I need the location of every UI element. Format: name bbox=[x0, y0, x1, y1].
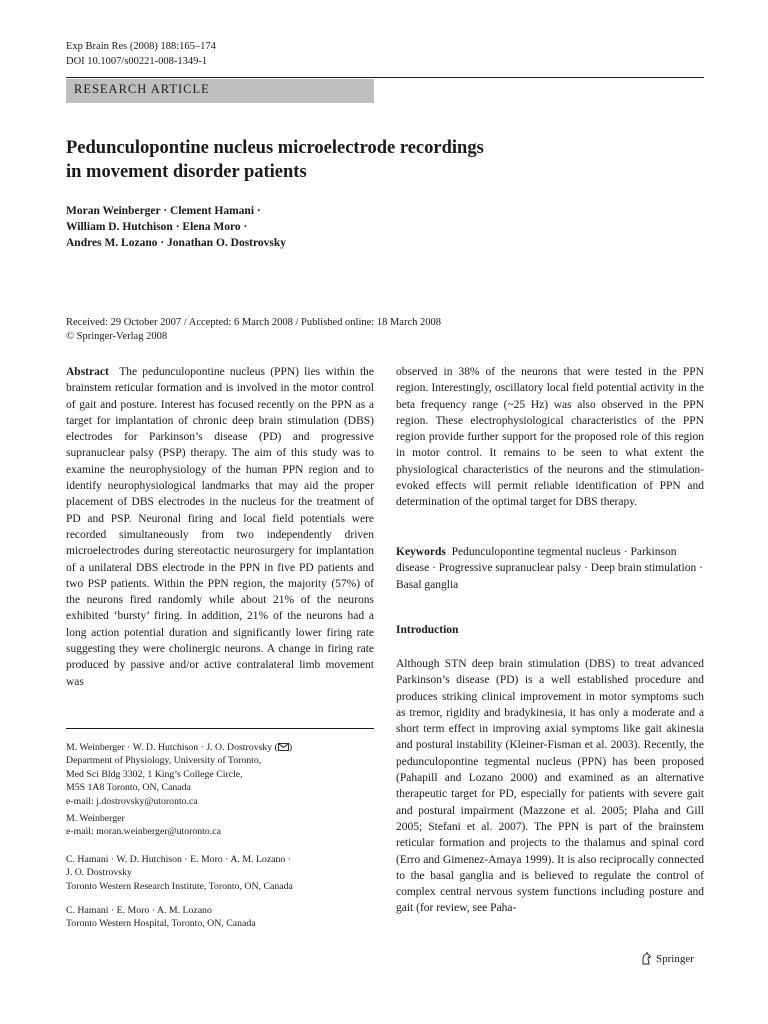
springer-wordmark: Springer bbox=[656, 952, 694, 965]
affiliation-email: e-mail: j.dostrovsky@utoronto.ca bbox=[66, 795, 198, 807]
keywords bbox=[396, 544, 704, 593]
received-accepted-dates: Received: 29 October 2007 / Accepted: 6 March 2008 / Published online: 18 March 2008 bbox=[66, 317, 442, 328]
article-type-bar bbox=[66, 79, 374, 103]
author-list bbox=[66, 203, 626, 251]
author-line: Moran Weinberger · Clement Hamani · bbox=[66, 205, 261, 217]
doi: DOI 10.1007/s00221-008-1349-1 bbox=[66, 56, 208, 67]
affiliation-block-3 bbox=[66, 853, 374, 893]
affiliation-names-close: ) bbox=[288, 742, 293, 753]
affiliation-line: M. Weinberger bbox=[66, 813, 125, 824]
affiliation-line: C. Hamani · W. D. Hutchison · E. Moro · A. M. Lozano · bbox=[66, 854, 292, 865]
springer-logo bbox=[640, 952, 694, 965]
affiliation-rule bbox=[66, 728, 374, 729]
article-type-label: RESEARCH ARTICLE bbox=[74, 82, 210, 96]
header-rule bbox=[66, 77, 704, 78]
abstract bbox=[66, 364, 374, 690]
publication-dates bbox=[66, 316, 666, 344]
keywords-label: Keywords bbox=[396, 546, 446, 558]
copyright-notice: © Springer-Verlag 2008 bbox=[66, 331, 168, 342]
affiliation-names: M. Weinberger · W. D. Hutchison · J. O. Dostrovsky ( bbox=[66, 742, 278, 753]
abstract-continuation bbox=[396, 364, 704, 511]
author-line: Andres M. Lozano · Jonathan O. Dostrovsky bbox=[66, 237, 287, 249]
affiliation-line: Department of Physiology, University of Toronto, bbox=[66, 755, 262, 767]
abstract-label: Abstract bbox=[66, 366, 109, 378]
springer-horse-icon bbox=[640, 952, 652, 965]
affiliation-block-4 bbox=[66, 904, 374, 931]
abstract-continuation-text: observed in 38% of the neurons that were tested in the PPN region. Interestingly, oscillatory local field potential activity in the beta frequency range (~25 Hz) was also observed in the PPN region. These electrophysiological characteristics of the PPN region provide further support for the proposed role of this region in motor control. It remains to be seen to what extent the physiological characteristics of the neurons and the stimulation-evoked effects will permit reliable identification of PPN and determination of the optimal target for DBS therapy. bbox=[396, 366, 704, 509]
affiliation-line: C. Hamani · E. Moro · A. M. Lozano bbox=[66, 905, 212, 916]
affiliation-email: e-mail: moran.weinberger@utoronto.ca bbox=[66, 826, 221, 838]
abstract-text: The pedunculopontine nucleus (PPN) lies within the brainstem reticular formation and is involved in the motor control of gait and posture. Interest has focused recently on the PPN as a target for implantation of chronic deep brain stimulation (DBS) electrodes for Parkinson’s disease (PD) and progressive supranuclear palsy (PSP) therapy. The aim of this study was to examine the neurophysiology of the human PPN region and to identify neurophysiological landmarks that may aid the proper placement of DBS electrodes in the nucleus for the treatment of PD and PSP. Neuronal firing and local field potentials were recorded simultaneously from two independently driven microelectrodes during stereotactic neurosurgery for implantation of a unilateral DBS electrode in the PPN in five PD patients and two PSP patients. Within the PPN region, the majority (57%) of the neurons fired randomly while about 21% of the neurons exhibited ‘bursty’ firing. In addition, 21% of the neurons had a long action potential duration and significantly lower firing rate suggesting they were cholinergic neurons. A change in firing rate produced by passive and/or active contralateral limb movement was bbox=[66, 366, 374, 688]
introduction-heading: Introduction bbox=[396, 624, 459, 636]
author-line: William D. Hutchison · Elena Moro · bbox=[66, 221, 248, 233]
affiliation-line: Med Sci Bldg 3302, 1 King’s College Circle, bbox=[66, 768, 243, 780]
affiliation-line: M5S 1A8 Toronto, ON, Canada bbox=[66, 782, 191, 794]
keywords-text: Pedunculopontine tegmental nucleus · Parkinson disease · Progressive supranuclear palsy · Deep brain stimulation · Basal ganglia bbox=[396, 546, 703, 591]
introduction-text: Although STN deep brain stimulation (DBS) to treat advanced Parkinson’s disease (PD) is a well established procedure and produces striking clinical improvement in motor symptoms such as tremor, rigidity and bradykinesia, it has only a moderate and a short term effect in improving axial symptoms like gait akinesia and postural instability (Kleiner-Fisman et al. 2003). Recently, the pedunculopontine tegmental nucleus (PPN) has been proposed (Pahapill and Lozano 2000) and examined as an alternative therapeutic target for PD, especially for patients with severe gait and postural impairment (Mazzone et al. 2005; Plaha and Gill 2005; Stefani et al. 2007). The PPN is part of the brainstem reticular formation and projects to the thalamus and spinal cord (Erro and Gimenez-Amaya 1999). It is also reciprocally connected to the basal ganglia and is believed to regulate the control of complex central nervous system functions including posture and gait (for review, see Paha- bbox=[396, 658, 704, 915]
envelope-icon bbox=[278, 743, 289, 751]
introduction-body bbox=[396, 656, 704, 917]
journal-citation: Exp Brain Res (2008) 188:165–174 bbox=[66, 41, 216, 52]
affiliation-block-2 bbox=[66, 812, 374, 839]
paper-title-line-2: in movement disorder patients bbox=[66, 162, 307, 182]
affiliation-block-1 bbox=[66, 741, 374, 808]
paper-title-line-1: Pedunculopontine nucleus microelectrode recordings bbox=[66, 138, 484, 158]
affiliation-line: Toronto Western Research Institute, Toronto, ON, Canada bbox=[66, 880, 293, 892]
affiliation-line: Toronto Western Hospital, Toronto, ON, Canada bbox=[66, 918, 256, 930]
paper-title bbox=[66, 136, 626, 184]
affiliation-line: J. O. Dostrovsky bbox=[66, 867, 132, 879]
